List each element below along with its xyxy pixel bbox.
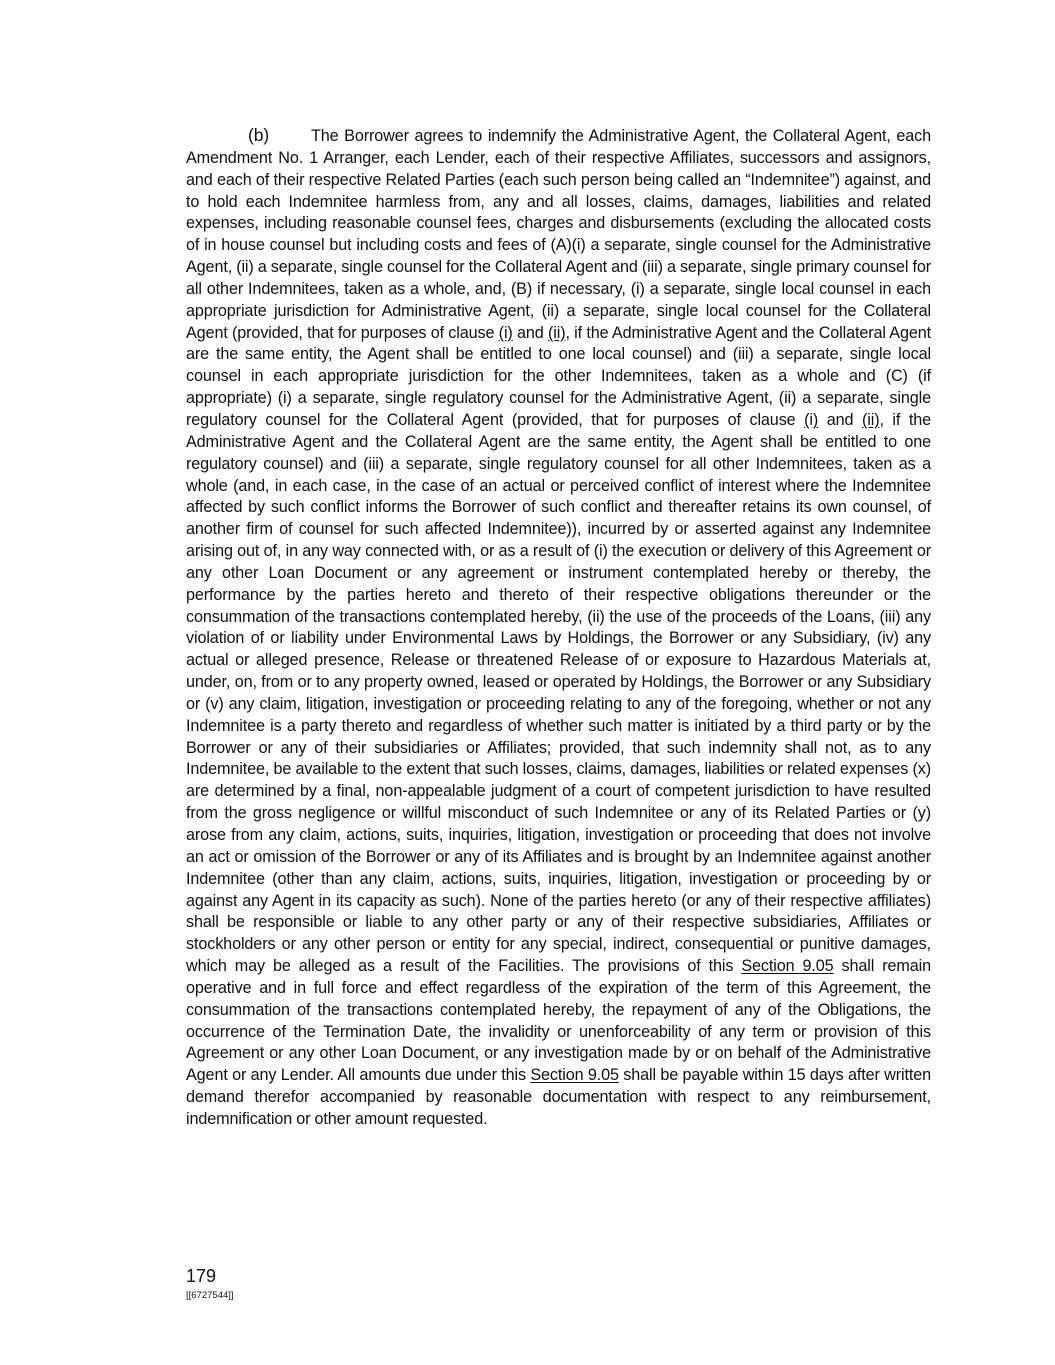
clause-reference: (i) <box>498 323 513 342</box>
document-id: [[6727544]] <box>186 1290 234 1301</box>
page-number: 179 <box>186 1266 217 1286</box>
paragraph-text: The Borrower agrees to indemnify the Administrative Agent, the Collateral Agent, each Amendment No. 1 Arranger, each Lender, each of their respective Affiliates, successors and assignors, and each of their respective Related Parties (each such person being called an “Indemnitee”) against, and to hold each Indemnitee harmless from, any and all losses, claims, damages, liabilities and related expenses, including reasonable counsel fees, charges and disbursements (excluding the allocated costs of in house counsel but including costs and fees of (A)(i) a separate, single counsel for the Administrative Agent, (ii) a separate, single counsel for the Collateral Agent and (iii) a separate, single primary counsel for all other Indemnitees, taken as a whole, and, (B) if necessary, (i) a separate, single local counsel in each appropriate jurisdiction for Administrative Agent, (ii) a separate, single local counsel for the Collateral Agent (provided, that for purposes of clause <box>186 127 931 342</box>
paragraph-text: and <box>512 323 548 342</box>
clause-reference: (i) <box>804 410 819 429</box>
paragraph-text: and <box>818 410 862 429</box>
clause-reference: (ii) <box>861 410 880 429</box>
section-reference: Section 9.05 <box>741 957 834 976</box>
paragraph-text: , if the Administrative Agent and the Collateral Agent are the same entity, the Agent shall be entitled to one local counsel) and (iii) a separate, single local counsel in each appropriate jurisdiction for the other Indemnitees, taken as a whole and (C) (if appropriate) (i) a separate, single regulatory counsel for the Administrative Agent, (ii) a separate, single regulatory counsel for the Collateral Agent (provided, that for purposes of clause <box>186 323 931 429</box>
paragraph-text: , if the Administrative Agent and the Collateral Agent are the same entity, the Agent shall be entitled to one regulatory counsel) and (iii) a separate, single regulatory counsel for all other Indemnitees, taken as a whole (and, in each case, in the case of an actual or perceived conflict of interest where the Indemnitee affected by such conflict informs the Borrower of such conflict and thereafter retains its own counsel, of another firm of counsel for such affected Indemnitee)), incurred by or asserted against any Indemnitee arising out of, in any way connected with, or as a result of (i) the execution or delivery of this Agreement or any other Loan Document or any agreement or instrument contemplated hereby or thereby, the performance by the parties hereto and thereto of their respective obligations thereunder or the consummation of the transactions contemplated hereby, (ii) the use of the proceeds of the Loans, (iii) any violation of or liability under Environmental Laws by Holdings, the Borrower or any Subsidiary, (iv) any actual or alleged presence, Release or threatened Release of or exposure to Hazardous Materials at, under, on, from or to any property owned, leased or operated by Holdings, the Borrower or any Subsidiary or (v) any claim, litigation, investigation or proceeding relating to any of the foregoing, whether or not any Indemnitee is a party thereto and regardless of whether such matter is initiated by a third party or by the Borrower or any of their subsidiaries or Affiliates; provided, that such indemnity shall not, as to any Indemnitee, be available to the extent that such losses, claims, damages, liabilities or related expenses (x) are determined by a final, non-appealable judgment of a court of competent jurisdiction to have resulted from the gross negligence or willful misconduct of such Indemnitee or any of its Related Parties or (y) arose from any claim, actions, suits, inquiries, litigation, investigation or proceeding that does not involve an act or omission of the Borrower or any of its Affiliates and is brought by an Indemnitee against another Indemnitee (other than any claim, actions, suits, inquiries, litigation, investigation or proceeding by or against any Agent in its capacity as such). None of the parties hereto (or any of their respective affiliates) shall be responsible or liable to any other party or any of their respective subsidiaries, Affiliates or stockholders or any other person or entity for any special, indirect, consequential or punitive damages, which may be alleged as a result of the Facilities. The provisions of this <box>186 410 931 976</box>
clause-reference: (ii) <box>547 323 566 342</box>
section-reference: Section 9.05 <box>530 1066 619 1085</box>
paragraph-text: shall remain operative and in full force and effect regardless of the expiration of the term of this Agreement, the consummation of the transactions contemplated hereby, the repayment of any of the Obligations, the occurrence of the Termination Date, the invalidity or unenforceability of any term or provision of this Agreement or any other Loan Document, or any investigation made by or on behalf of the Administrative Agent or any Lender. All amounts due under this <box>186 957 932 1085</box>
indemnification-clause-b <box>186 125 931 1131</box>
paragraph-text: shall be payable within 15 days after written demand therefor accompanied by reasonable documentation with respect to any reimbursement, indemnification or other amount requested. <box>186 1066 931 1128</box>
clause-marker: (b) <box>248 125 270 145</box>
